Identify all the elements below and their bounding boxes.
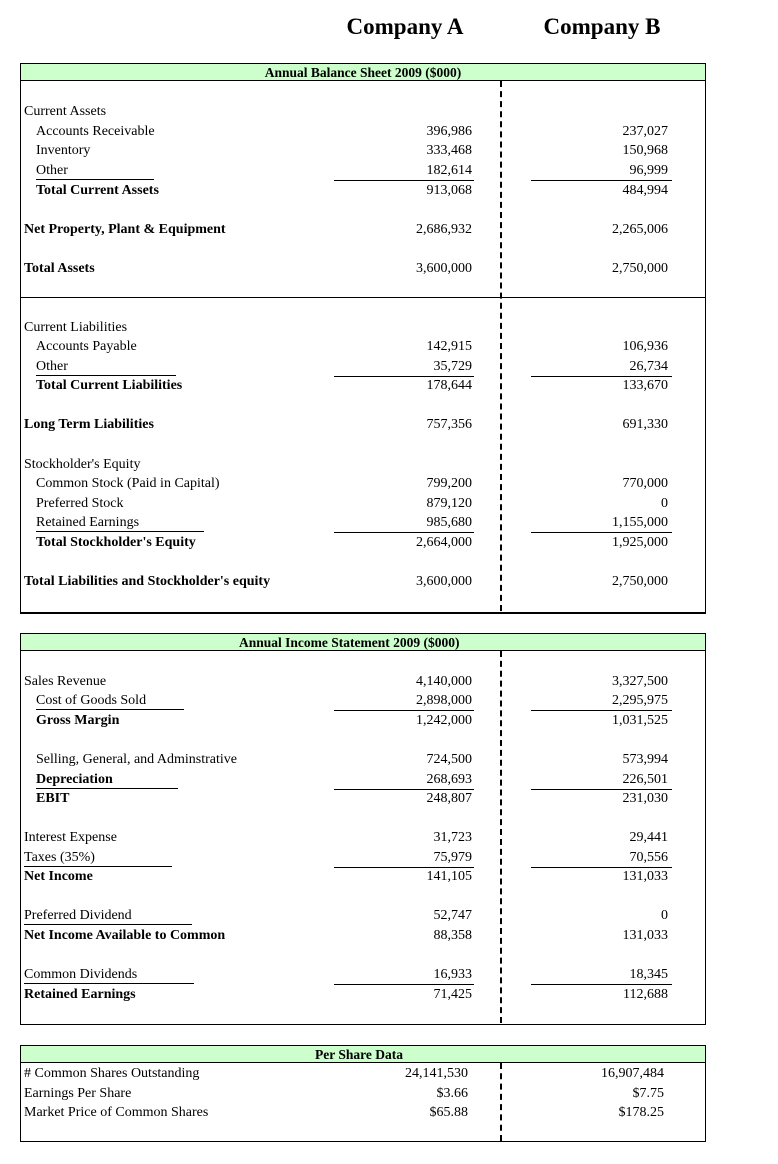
value-b: 2,265,006 — [612, 222, 668, 237]
value-a: 757,356 — [426, 417, 472, 432]
row-label: Common Dividends — [24, 967, 138, 982]
row-label: Total Liabilities and Stockholder's equity — [24, 574, 271, 589]
row-label: Retained Earnings — [24, 987, 136, 1002]
row-label: Interest Expense — [24, 830, 117, 845]
value-a: 985,680 — [426, 515, 472, 530]
subtotal-rule-a — [334, 376, 474, 377]
subtotal-rule-b — [531, 867, 672, 868]
value-b: 231,030 — [622, 791, 668, 806]
row-label: EBIT — [36, 791, 70, 806]
value-a: 182,614 — [426, 163, 472, 178]
subtotal-rule-a — [334, 789, 474, 790]
value-b: 0 — [661, 908, 668, 923]
row-label: Accounts Payable — [36, 339, 137, 354]
column-divider — [500, 1063, 502, 1141]
value-a: 879,120 — [426, 496, 472, 511]
row-label: Gross Margin — [36, 713, 120, 728]
row-label: Market Price of Common Shares — [24, 1105, 209, 1120]
value-a: 178,644 — [426, 378, 472, 393]
row-label: Net Property, Plant & Equipment — [24, 222, 226, 237]
subtotal-rule-b — [531, 984, 672, 985]
row-label: Selling, General, and Adminstrative — [36, 752, 238, 767]
value-a: 333,468 — [426, 143, 472, 158]
value-a: 1,242,000 — [416, 713, 472, 728]
subtotal-rule-a — [334, 710, 474, 711]
equity-heading: Stockholder's Equity — [24, 457, 141, 472]
row-label: Inventory — [36, 143, 91, 158]
section-divider-thick — [20, 612, 706, 614]
company-b-header: Company B — [543, 14, 661, 39]
value-a: $3.66 — [436, 1086, 468, 1101]
label-underline — [24, 866, 172, 867]
value-b: 96,999 — [629, 163, 668, 178]
label-underline — [36, 709, 184, 710]
label-underline — [24, 924, 192, 925]
value-a: 88,358 — [433, 928, 472, 943]
value-a: 2,898,000 — [416, 693, 472, 708]
row-label: Sales Revenue — [24, 674, 107, 689]
value-b: 2,750,000 — [612, 574, 668, 589]
value-b: 3,327,500 — [612, 674, 668, 689]
row-label: Preferred Dividend — [24, 908, 132, 923]
value-b: 1,925,000 — [612, 535, 668, 550]
row-label: Total Current Assets — [36, 183, 159, 198]
value-b: 226,501 — [622, 772, 668, 787]
value-b: 1,031,525 — [612, 713, 668, 728]
value-b: $178.25 — [618, 1105, 664, 1120]
row-label: Taxes (35%) — [24, 850, 95, 865]
value-b: 133,670 — [622, 378, 668, 393]
row-label: Depreciation — [36, 772, 113, 787]
row-label: Preferred Stock — [36, 496, 124, 511]
row-label: Net Income — [24, 869, 93, 884]
value-a: 3,600,000 — [416, 574, 472, 589]
column-divider — [500, 81, 502, 611]
subtotal-rule-b — [531, 376, 672, 377]
value-a: 268,693 — [426, 772, 472, 787]
subtotal-rule-b — [531, 180, 672, 181]
value-b: 691,330 — [622, 417, 668, 432]
value-b: 484,994 — [622, 183, 668, 198]
value-a: 3,600,000 — [416, 261, 472, 276]
value-b: $7.75 — [632, 1086, 664, 1101]
value-a: 2,686,932 — [416, 222, 472, 237]
value-a: 724,500 — [426, 752, 472, 767]
label-underline — [36, 179, 154, 180]
value-a: 4,140,000 — [416, 674, 472, 689]
row-label: Long Term Liabilities — [24, 417, 154, 432]
row-label: Retained Earnings — [36, 515, 140, 530]
value-b: 16,907,484 — [601, 1066, 664, 1081]
row-label: # Common Shares Outstanding — [24, 1066, 200, 1081]
value-b: 150,968 — [622, 143, 668, 158]
row-label: Total Assets — [24, 261, 95, 276]
row-label: Cost of Goods Sold — [36, 693, 147, 708]
section-divider — [20, 1024, 706, 1025]
current-liabilities-heading: Current Liabilities — [24, 320, 128, 335]
label-underline — [36, 375, 176, 376]
row-label: Other — [36, 359, 68, 374]
label-underline — [24, 983, 194, 984]
value-b: 29,441 — [629, 830, 668, 845]
value-a: 16,933 — [433, 967, 472, 982]
value-b: 18,345 — [629, 967, 668, 982]
value-b: 70,556 — [629, 850, 668, 865]
current-assets-heading: Current Assets — [24, 104, 107, 119]
subtotal-rule-a — [334, 984, 474, 985]
value-b: 26,734 — [629, 359, 668, 374]
value-b: 131,033 — [622, 869, 668, 884]
value-a: 913,068 — [426, 183, 472, 198]
value-b: 770,000 — [622, 476, 668, 491]
value-a: $65.88 — [429, 1105, 468, 1120]
subtotal-rule-a — [334, 180, 474, 181]
label-underline — [36, 788, 178, 789]
value-b: 2,295,975 — [612, 693, 668, 708]
subtotal-rule-b — [531, 710, 672, 711]
row-label: Other — [36, 163, 68, 178]
subtotal-rule-b — [531, 789, 672, 790]
value-a: 799,200 — [426, 476, 472, 491]
row-label: Total Stockholder's Equity — [36, 535, 196, 550]
value-a: 141,105 — [426, 869, 472, 884]
value-a: 142,915 — [426, 339, 472, 354]
value-b: 0 — [661, 496, 668, 511]
value-a: 24,141,530 — [405, 1066, 468, 1081]
value-a: 2,664,000 — [416, 535, 472, 550]
row-label: Net Income Available to Common — [24, 928, 226, 943]
subtotal-rule-a — [334, 532, 474, 533]
value-b: 1,155,000 — [612, 515, 668, 530]
value-b: 237,027 — [622, 124, 668, 139]
value-b: 573,994 — [622, 752, 668, 767]
per-share-title: Per Share Data — [315, 1047, 403, 1062]
row-label: Common Stock (Paid in Capital) — [36, 476, 220, 491]
income-statement-title: Annual Income Statement 2009 ($000) — [239, 635, 460, 650]
value-b: 131,033 — [622, 928, 668, 943]
balance-sheet-title: Annual Balance Sheet 2009 ($000) — [264, 65, 462, 80]
subtotal-rule-a — [334, 867, 474, 868]
balance-sheet-title-band — [20, 63, 706, 81]
row-label: Total Current Liabilities — [36, 378, 183, 393]
value-a: 75,979 — [433, 850, 472, 865]
value-b: 112,688 — [623, 987, 668, 1002]
value-a: 248,807 — [426, 791, 472, 806]
value-a: 396,986 — [426, 124, 472, 139]
value-a: 52,747 — [433, 908, 472, 923]
row-label: Earnings Per Share — [24, 1086, 132, 1101]
row-label: Accounts Receivable — [36, 124, 155, 139]
column-divider — [500, 651, 502, 1023]
value-a: 31,723 — [433, 830, 472, 845]
section-divider — [20, 297, 706, 298]
value-a: 35,729 — [433, 359, 472, 374]
label-underline — [36, 531, 204, 532]
subtotal-rule-b — [531, 532, 672, 533]
income-statement-title-band — [20, 633, 706, 651]
value-b: 2,750,000 — [612, 261, 668, 276]
per-share-title-band — [20, 1045, 706, 1063]
company-a-header: Company A — [346, 14, 464, 39]
value-b: 106,936 — [622, 339, 668, 354]
value-a: 71,425 — [433, 987, 472, 1002]
